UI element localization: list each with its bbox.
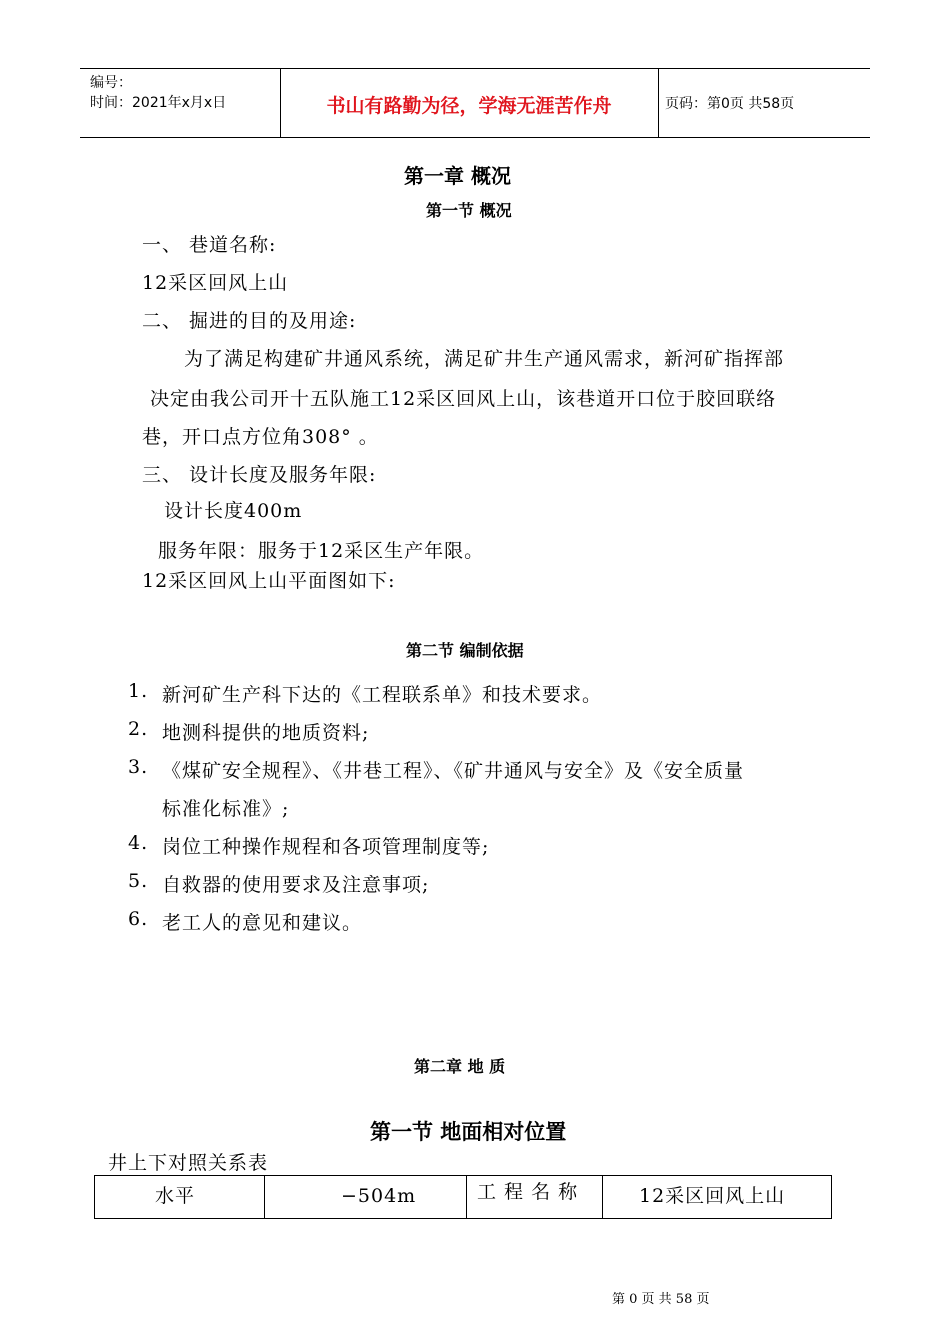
chapter1-section1-title: 第一节 概况	[426, 201, 512, 220]
item2-line2: 决定由我公司开十五队施工12采区回风上山，该巷道开口位于胶回联络	[150, 388, 777, 410]
list-item: 老工人的意见和建议。	[162, 912, 363, 934]
list-item-continued: 标准化标准》;	[162, 798, 290, 820]
list-item-num: 6.	[128, 908, 149, 930]
list-item: 新河矿生产科下达的《工程联系单》和技术要求。	[162, 684, 603, 706]
number-label: 编号：	[90, 75, 132, 91]
item3-length: 设计长度400m	[164, 500, 303, 522]
list-item: 《煤矿安全规程》、《井巷工程》、《矿井通风与安全》及《安全质量	[162, 760, 745, 782]
list-item: 自救器的使用要求及注意事项;	[162, 874, 430, 896]
table-divider	[264, 1176, 265, 1218]
header-motto: 书山有路勤为径，学海无涯苦作舟	[326, 95, 612, 117]
table-divider	[466, 1176, 467, 1218]
list-item-num: 2.	[128, 718, 149, 740]
time-label: 时间：2021年x月x日	[90, 95, 227, 111]
plan-note: 12采区回风上山平面图如下:	[142, 570, 396, 592]
table-cell-project-value: 12采区回风上山	[639, 1185, 786, 1207]
chapter2-title: 第二章 地 质	[414, 1057, 506, 1076]
table-divider	[602, 1176, 603, 1218]
page-footer: 第 0 页 共 58 页	[612, 1292, 710, 1307]
item3-service: 服务年限：服务于12采区生产年限。	[158, 540, 485, 562]
chapter1-section2-title: 第二节 编制依据	[406, 641, 524, 660]
item3-heading: 三、 设计长度及服务年限:	[142, 464, 377, 486]
item2-heading: 二、 掘进的目的及用途:	[142, 310, 357, 332]
item2-line1: 为了满足构建矿井通风系统，满足矿井生产通风需求，新河矿指挥部	[184, 348, 785, 370]
list-item: 地测科提供的地质资料;	[162, 722, 370, 744]
header-page-info: 页码：第0页 共58页	[665, 96, 795, 112]
list-item-num: 4.	[128, 832, 149, 854]
chapter2-section1-title: 第一节 地面相对位置	[370, 1120, 567, 1144]
item2-line3: 巷，开口点方位角308° 。	[142, 426, 379, 448]
table-cell-level-label: 水平	[155, 1185, 196, 1207]
header-left	[90, 73, 226, 113]
chapter1-title: 第一章 概况	[404, 164, 511, 188]
item1-value: 12采区回风上山	[142, 272, 289, 294]
table-caption: 井上下对照关系表	[108, 1152, 269, 1174]
header-divider-right	[658, 69, 659, 137]
list-item-num: 3.	[128, 756, 149, 778]
list-item-num: 1.	[128, 680, 149, 702]
item1-heading: 一、 巷道名称:	[142, 234, 277, 256]
correspondence-table	[94, 1175, 832, 1219]
table-cell-level-value: −504m	[341, 1185, 417, 1207]
list-item-num: 5.	[128, 870, 149, 892]
list-item: 岗位工种操作规程和各项管理制度等;	[162, 836, 490, 858]
table-cell-project-label: 工 程 名 称	[477, 1181, 579, 1203]
page-header	[80, 68, 870, 138]
